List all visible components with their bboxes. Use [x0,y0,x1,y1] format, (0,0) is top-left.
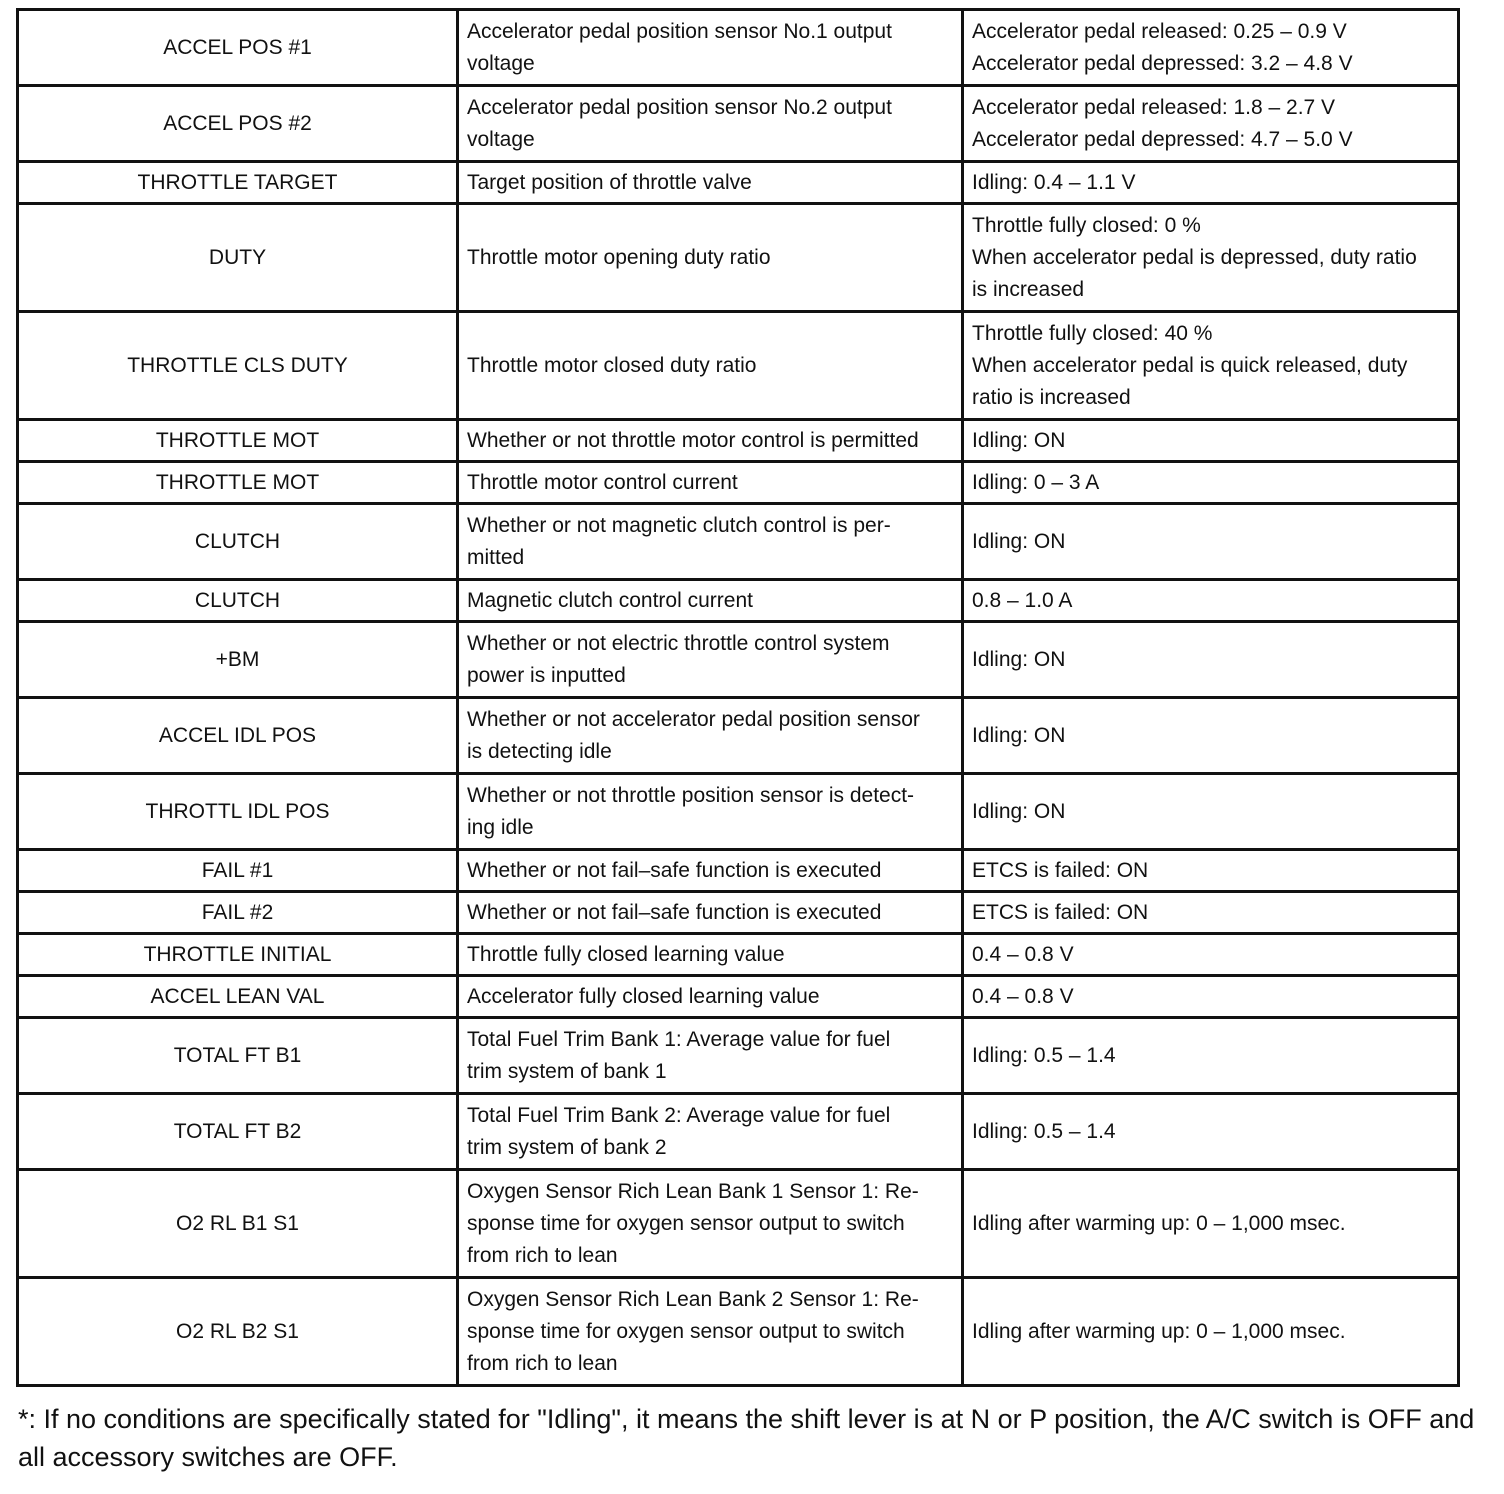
condition-line: Accelerator pedal released: 1.8 – 2.7 V [972,95,1336,119]
normal-condition-cell [963,162,1459,204]
item-name-cell: THROTTLE TARGET [18,162,458,204]
table-row [18,892,1459,934]
condition-line: 0.8 – 1.0 A [972,588,1073,612]
condition-line: 0.4 – 0.8 V [972,942,1074,966]
normal-condition-cell [963,204,1459,312]
description-line: trim system of bank 2 [467,1135,667,1159]
condition-line: is increased [972,277,1085,301]
description-line: Target position of throttle valve [467,170,752,194]
item-name-cell: ACCEL POS #1 [18,10,458,86]
table-row [18,312,1459,420]
description-line: trim system of bank 1 [467,1059,667,1083]
table-row [18,86,1459,162]
item-name-cell: THROTTL IDL POS [18,774,458,850]
normal-condition-cell [963,1278,1459,1386]
table-row [18,10,1459,86]
normal-condition-cell [963,622,1459,698]
table-row [18,850,1459,892]
description-cell [458,420,963,462]
table-row [18,698,1459,774]
item-name-cell: O2 RL B1 S1 [18,1170,458,1278]
description-line: power is inputted [467,663,626,687]
table-row [18,1094,1459,1170]
description-line: is detecting idle [467,739,612,763]
table-row [18,934,1459,976]
normal-condition-cell [963,312,1459,420]
condition-line: Idling: ON [972,428,1066,452]
item-name-cell: THROTTLE MOT [18,462,458,504]
description-cell [458,504,963,580]
description-line: Accelerator pedal position sensor No.1 output [467,19,892,43]
description-line: Whether or not magnetic clutch control is per- [467,513,891,537]
condition-line: ETCS is failed: ON [972,900,1149,924]
item-name-cell: THROTTLE INITIAL [18,934,458,976]
condition-line: Accelerator pedal released: 0.25 – 0.9 V [972,19,1347,43]
table-row [18,204,1459,312]
item-name-cell: FAIL #1 [18,850,458,892]
condition-line: Idling after warming up: 0 – 1,000 msec. [972,1211,1346,1235]
table-row [18,462,1459,504]
data-list-sheet [16,8,1460,1387]
item-name-cell: TOTAL FT B2 [18,1094,458,1170]
normal-condition-cell [963,462,1459,504]
condition-line: When accelerator pedal is quick released, duty [972,353,1408,377]
description-cell [458,1278,963,1386]
normal-condition-cell [963,850,1459,892]
table-row [18,1018,1459,1094]
normal-condition-cell [963,1094,1459,1170]
description-cell [458,698,963,774]
description-line: Total Fuel Trim Bank 2: Average value for fuel [467,1103,891,1127]
description-line: Total Fuel Trim Bank 1: Average value for fuel [467,1027,891,1051]
normal-condition-cell [963,774,1459,850]
condition-line: Throttle fully closed: 0 % [972,213,1201,237]
condition-line: ratio is increased [972,385,1131,409]
description-line: Oxygen Sensor Rich Lean Bank 1 Sensor 1: Re- [467,1179,919,1203]
table-row [18,504,1459,580]
item-name-cell: O2 RL B2 S1 [18,1278,458,1386]
normal-condition-cell [963,892,1459,934]
description-cell [458,204,963,312]
description-line: Throttle motor closed duty ratio [467,353,757,377]
data-list-table [16,8,1460,1387]
normal-condition-cell [963,10,1459,86]
description-line: voltage [467,127,535,151]
condition-line: ETCS is failed: ON [972,858,1149,882]
condition-line: Idling: ON [972,647,1066,671]
condition-line: When accelerator pedal is depressed, duty ratio [972,245,1417,269]
description-line: Whether or not throttle motor control is permitted [467,428,919,452]
condition-line: Idling: ON [972,799,1066,823]
normal-condition-cell [963,504,1459,580]
description-cell [458,462,963,504]
table-row [18,1170,1459,1278]
item-name-cell: ACCEL LEAN VAL [18,976,458,1018]
table-row [18,580,1459,622]
item-name-cell: THROTTLE MOT [18,420,458,462]
table-row [18,162,1459,204]
description-line: Oxygen Sensor Rich Lean Bank 2 Sensor 1: Re- [467,1287,919,1311]
description-cell [458,1018,963,1094]
item-name-cell: FAIL #2 [18,892,458,934]
description-line: Whether or not fail–safe function is executed [467,858,882,882]
description-line: Whether or not fail–safe function is executed [467,900,882,924]
description-line: Throttle motor control current [467,470,738,494]
description-line: Whether or not throttle position sensor is detect- [467,783,915,807]
description-cell [458,1170,963,1278]
description-cell [458,580,963,622]
condition-line: Accelerator pedal depressed: 4.7 – 5.0 V [972,127,1353,151]
description-cell [458,86,963,162]
description-cell [458,1094,963,1170]
normal-condition-cell [963,420,1459,462]
description-line: from rich to lean [467,1243,618,1267]
condition-line: Accelerator pedal depressed: 3.2 – 4.8 V [972,51,1353,75]
normal-condition-cell [963,1170,1459,1278]
table-row [18,774,1459,850]
idling-footnote: *: If no conditions are specifically stated for "Idling", it means the shift lever is at N or P position, the A/C switch is OFF and all accessory switches are OFF. [18,1404,1475,1472]
normal-condition-cell [963,976,1459,1018]
item-name-cell: THROTTLE CLS DUTY [18,312,458,420]
description-cell [458,622,963,698]
description-line: Whether or not electric throttle control system [467,631,890,655]
condition-line: Idling: 0 – 3 A [972,470,1100,494]
description-line: sponse time for oxygen sensor output to switch [467,1319,905,1343]
condition-line: Idling: 0.4 – 1.1 V [972,170,1136,194]
description-cell [458,850,963,892]
item-name-cell: ACCEL IDL POS [18,698,458,774]
item-name-cell: TOTAL FT B1 [18,1018,458,1094]
description-cell [458,976,963,1018]
description-cell [458,774,963,850]
description-line: Whether or not accelerator pedal position sensor [467,707,920,731]
condition-line: Idling: 0.5 – 1.4 [972,1119,1116,1143]
item-name-cell: CLUTCH [18,504,458,580]
item-name-cell: +BM [18,622,458,698]
condition-line: Idling: ON [972,723,1066,747]
description-line: Accelerator fully closed learning value [467,984,820,1008]
description-cell [458,892,963,934]
table-row [18,1278,1459,1386]
normal-condition-cell [963,580,1459,622]
data-list-table-body [18,10,1459,1386]
table-row [18,622,1459,698]
condition-line: Idling: ON [972,529,1066,553]
condition-line: 0.4 – 0.8 V [972,984,1074,1008]
item-name-cell: CLUTCH [18,580,458,622]
normal-condition-cell [963,698,1459,774]
normal-condition-cell [963,1018,1459,1094]
description-line: sponse time for oxygen sensor output to switch [467,1211,905,1235]
description-cell [458,934,963,976]
description-line: from rich to lean [467,1351,618,1375]
description-line: Throttle motor opening duty ratio [467,245,771,269]
normal-condition-cell [963,934,1459,976]
description-line: Accelerator pedal position sensor No.2 output [467,95,892,119]
description-line: Magnetic clutch control current [467,588,753,612]
description-line: voltage [467,51,535,75]
description-cell [458,162,963,204]
table-row [18,420,1459,462]
condition-line: Idling after warming up: 0 – 1,000 msec. [972,1319,1346,1343]
table-row [18,976,1459,1018]
item-name-cell: DUTY [18,204,458,312]
description-cell [458,10,963,86]
condition-line: Throttle fully closed: 40 % [972,321,1213,345]
description-line: ing idle [467,815,534,839]
description-line: mitted [467,545,525,569]
description-line: Throttle fully closed learning value [467,942,785,966]
condition-line: Idling: 0.5 – 1.4 [972,1043,1116,1067]
normal-condition-cell [963,86,1459,162]
item-name-cell: ACCEL POS #2 [18,86,458,162]
description-cell [458,312,963,420]
